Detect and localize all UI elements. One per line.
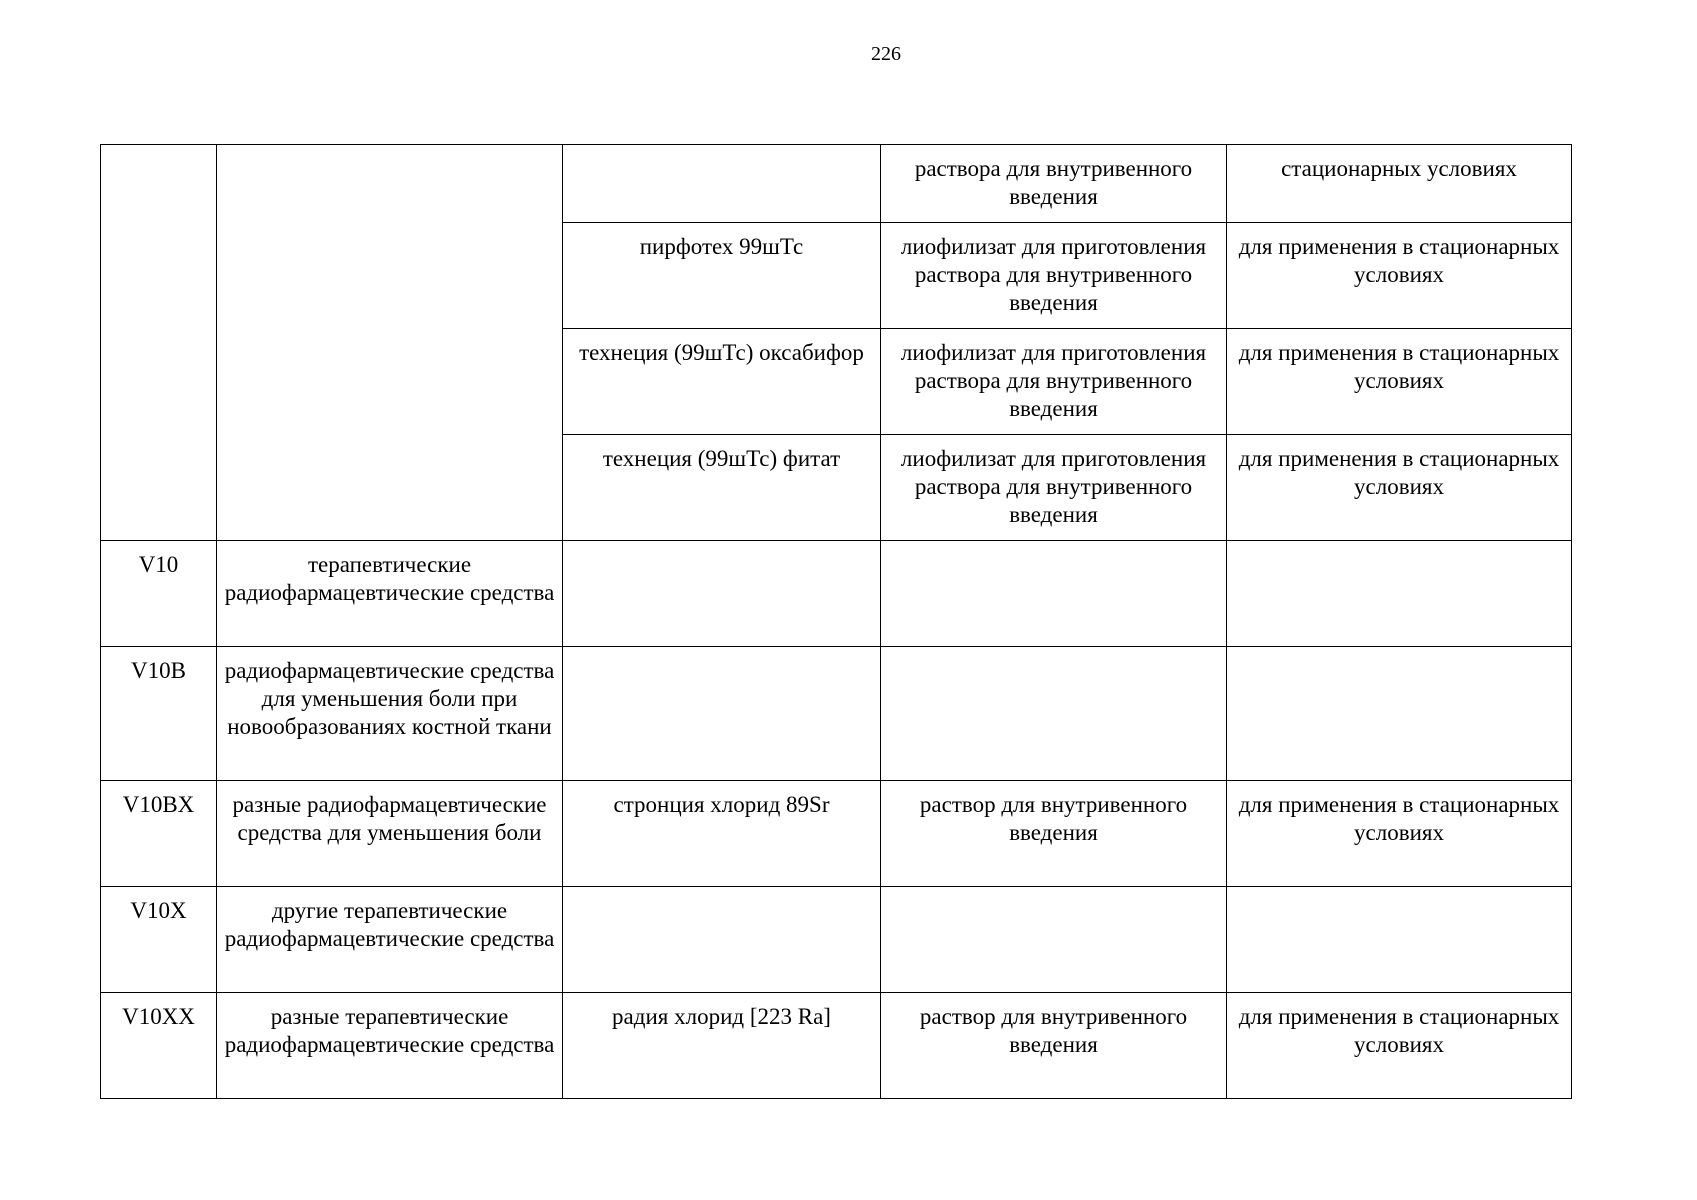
dosage-form-cell <box>881 647 1227 781</box>
table-row <box>101 781 1572 887</box>
atc-code-cell: V10B <box>101 647 217 781</box>
atc-group-cell: другие терапевтические радиофармацевтические средства <box>217 887 563 993</box>
dosage-form-cell: лиофилизат для приготовления раствора для внутривенного введения <box>881 435 1227 541</box>
drug-name-cell <box>563 145 881 223</box>
atc-group-cell <box>217 145 563 541</box>
drug-table <box>100 144 1572 1099</box>
dosage-form-cell: раствора для внутривенного введения <box>881 145 1227 223</box>
drug-name-cell: радия хлорид [223 Ra] <box>563 993 881 1099</box>
table-row <box>101 145 1572 223</box>
table-row <box>101 993 1572 1099</box>
dosage-form-cell <box>881 541 1227 647</box>
drug-name-cell: пирфотех 99шТс <box>563 223 881 329</box>
dosage-form-cell: лиофилизат для приготовления раствора для внутривенного введения <box>881 223 1227 329</box>
usage-condition-cell: для применения в стационарных условиях <box>1227 781 1572 887</box>
dosage-form-cell: раствор для внутривенного введения <box>881 993 1227 1099</box>
dosage-form-cell: раствор для внутривенного введения <box>881 781 1227 887</box>
drug-name-cell <box>563 887 881 993</box>
usage-condition-cell: для применения в стационарных условиях <box>1227 435 1572 541</box>
page-number: 226 <box>871 43 901 65</box>
usage-condition-cell <box>1227 647 1572 781</box>
atc-group-cell: терапевтические радиофармацевтические средства <box>217 541 563 647</box>
usage-condition-cell: стационарных условиях <box>1227 145 1572 223</box>
drug-name-cell: технеция (99шТс) оксабифор <box>563 329 881 435</box>
atc-code-cell: V10X <box>101 887 217 993</box>
dosage-form-cell <box>881 887 1227 993</box>
atc-group-cell: радиофармацевтические средства для уменьшения боли при новообразованиях костной ткани <box>217 647 563 781</box>
usage-condition-cell <box>1227 541 1572 647</box>
atc-code-cell: V10 <box>101 541 217 647</box>
usage-condition-cell: для применения в стационарных условиях <box>1227 329 1572 435</box>
drug-name-cell: технеция (99шТс) фитат <box>563 435 881 541</box>
usage-condition-cell <box>1227 887 1572 993</box>
atc-group-cell: разные радиофармацевтические средства для уменьшения боли <box>217 781 563 887</box>
atc-code-cell: V10BX <box>101 781 217 887</box>
drug-name-cell <box>563 541 881 647</box>
table-row <box>101 887 1572 993</box>
drug-name-cell: стронция хлорид 89Sr <box>563 781 881 887</box>
atc-code-cell: V10XX <box>101 993 217 1099</box>
usage-condition-cell: для применения в стационарных условиях <box>1227 223 1572 329</box>
dosage-form-cell: лиофилизат для приготовления раствора для внутривенного введения <box>881 329 1227 435</box>
atc-group-cell: разные терапевтические радиофармацевтические средства <box>217 993 563 1099</box>
atc-code-cell <box>101 145 217 541</box>
table-row <box>101 647 1572 781</box>
usage-condition-cell: для применения в стационарных условиях <box>1227 993 1572 1099</box>
drug-name-cell <box>563 647 881 781</box>
table-row <box>101 541 1572 647</box>
